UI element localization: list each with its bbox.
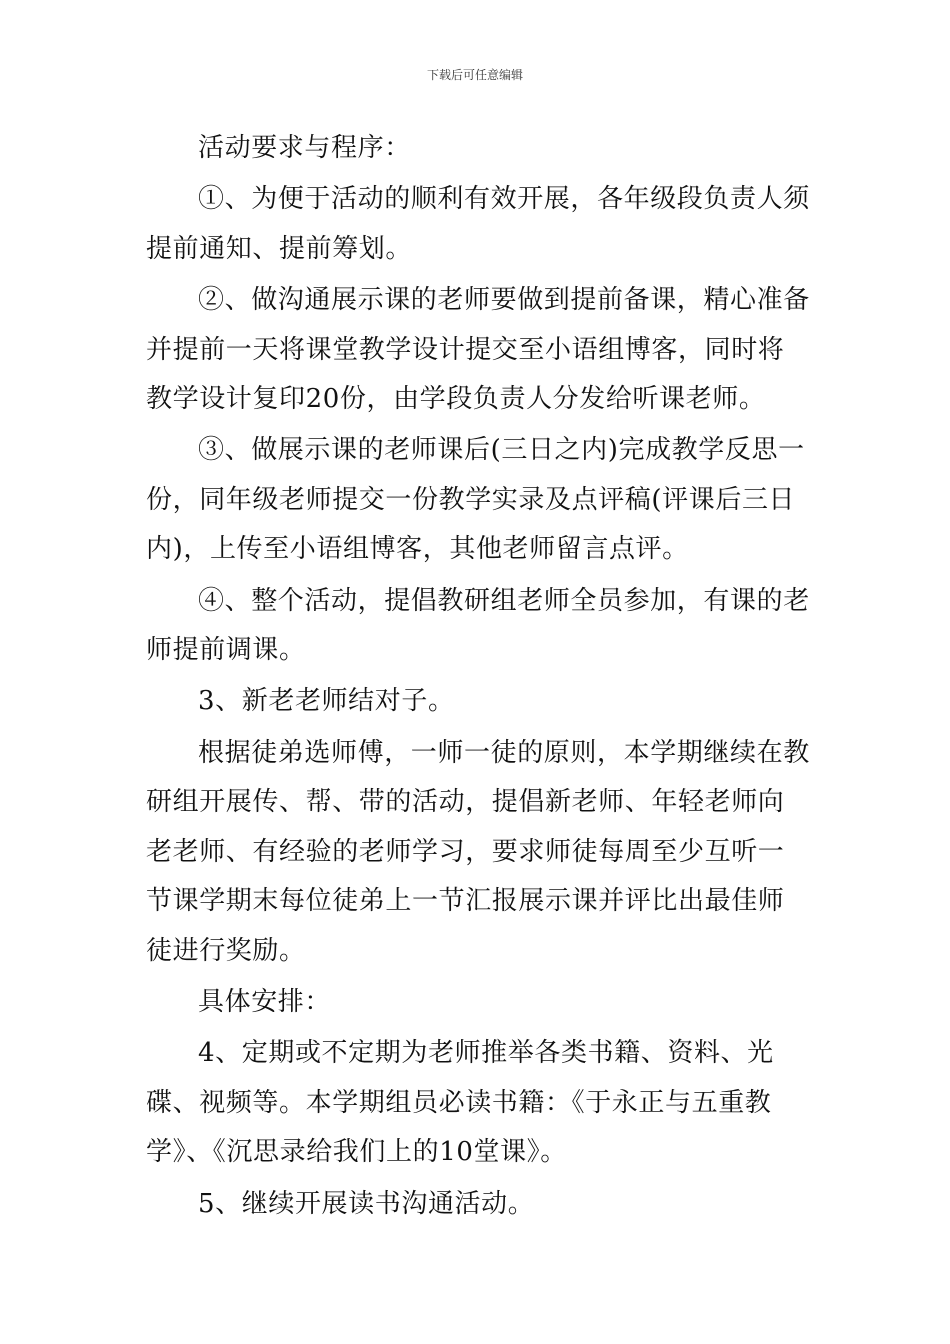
paragraph-specific-arrangement-heading: 具体安排： — [198, 986, 332, 1017]
paragraph-section-5: 5、继续开展读书沟通活动。 — [198, 1188, 535, 1219]
paragraph-activity-requirements-heading: 活动要求与程序： — [198, 133, 411, 163]
document-body — [146, 124, 810, 1231]
paragraph-section-4: 4、定期或不定期为老师推举各类书籍、资料、光碟、视频等。本学期组员必读书籍：《于永正与五重教学》、《沉思录给我们上的10堂课》。 — [146, 1038, 774, 1168]
paragraph-item-4: ④、整个活动，提倡教研组老师全员参加，有课的老师提前调课。 — [146, 585, 810, 666]
paragraph-item-3: ③、做展示课的老师课后(三日之内)完成教学反思一份，同年级老师提交一份教学实录及点评稿(评课后三日内)，上传至小语组博客，其他老师留言点评。 — [146, 435, 805, 565]
paragraph-item-2: ②、做沟通展示课的老师要做到提前备课，精心准备并提前一天将课堂教学设计提交至小语组博客，同时将教学设计复印20份，由学段负责人分发给听课老师。 — [146, 285, 810, 415]
page-header-note: 下载后可任意编辑 — [426, 68, 523, 82]
paragraph-mentoring: 根据徒弟选师傅，一师一徒的原则，本学期继续在教研组开展传、帮、带的活动，提倡新老师、年轻老师向老老师、有经验的老师学习，要求师徒每周至少互听一节课学期末每位徒弟上一节汇报展示课并评比出最佳师徒进行奖励。 — [146, 737, 810, 966]
paragraph-section-3: 3、新老老师结对子。 — [198, 686, 455, 717]
paragraph-item-1: ①、为便于活动的顺利有效开展，各年级段负责人须提前通知、提前筹划。 — [146, 184, 810, 264]
